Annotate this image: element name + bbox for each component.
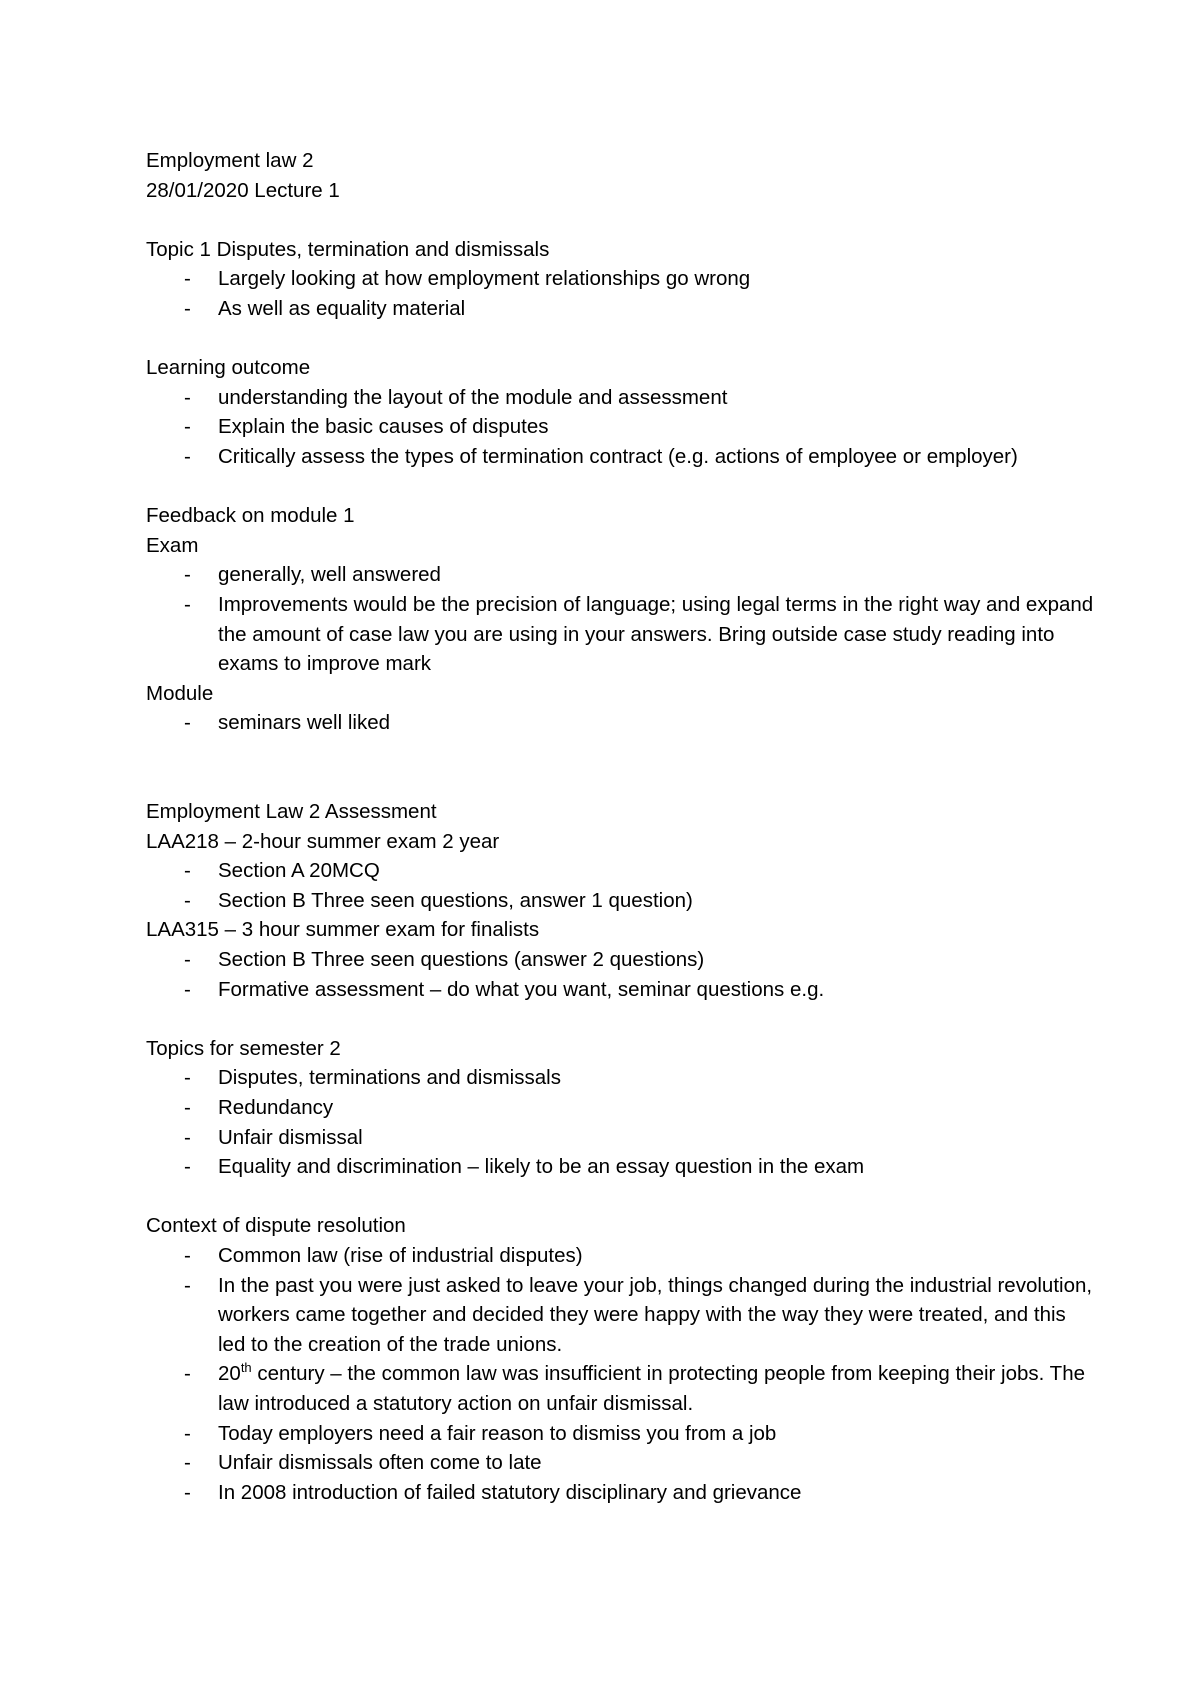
list-item: - Unfair dismissal (146, 1123, 1118, 1153)
module-heading: Module (146, 681, 214, 705)
list-item: - Largely looking at how employment relationships go wrong (146, 264, 1118, 294)
list-item: - Unfair dismissals often come to late (146, 1448, 1118, 1478)
list-item: - Today employers need a fair reason to dismiss you from a job (146, 1419, 1118, 1449)
document-title: Employment law 2 (146, 149, 314, 172)
context-heading: Context of dispute resolution (146, 1214, 406, 1238)
exam-feedback-list (146, 560, 1094, 678)
laa315-list (146, 945, 1086, 1004)
learning-outcome-list (146, 383, 1086, 472)
list-item: - understanding the layout of the module and assessment (146, 383, 1118, 413)
list-item: - Disputes, terminations and dismissals (146, 1063, 1118, 1093)
list-item: - Explain the basic causes of disputes (146, 412, 1118, 442)
list-item: - As well as equality material (146, 294, 1118, 324)
list-item: - seminars well liked (146, 708, 1118, 738)
topics-list (146, 1063, 1086, 1181)
list-item: - Section B Three seen questions (answer 2 questions) (146, 945, 1118, 975)
topics-heading: Topics for semester 2 (146, 1036, 341, 1060)
list-item: - Redundancy (146, 1093, 1118, 1123)
learning-outcome-heading: Learning outcome (146, 356, 311, 380)
list-item: - Section A 20MCQ (146, 856, 1118, 886)
ordinal-suffix: th (240, 1360, 252, 1376)
assessment-heading: Employment Law 2 Assessment (146, 800, 437, 824)
module-feedback-list (146, 708, 1086, 738)
list-item: - Section B Three seen questions, answer 1 question) (146, 886, 1118, 916)
list-item (146, 1359, 1098, 1418)
list-item: - Common law (rise of industrial disputes) (146, 1241, 1118, 1271)
list-item: - In 2008 introduction of failed statutory disciplinary and grievance (146, 1478, 1118, 1508)
context-list (146, 1241, 1093, 1507)
list-item: - Equality and discrimination – likely to be an essay question in the exam (146, 1152, 1118, 1182)
list-item: - Formative assessment – do what you want, seminar questions e.g. (146, 975, 1118, 1005)
century-text: century – the common law was insufficient in protecting people from keeping their jobs. The law introduced a statutory action on unfair dismissal. (218, 1362, 1086, 1415)
list-item: - In the past you were just asked to leave your job, things changed during the industrial revolution, workers came together and decided they were happy with the way they were treated, and this led to the creation of the trade unions. (146, 1271, 1098, 1360)
feedback-heading: Feedback on module 1 (146, 504, 355, 528)
topic1-list (146, 264, 1086, 323)
laa218-list (146, 856, 1086, 915)
list-item: - generally, well answered (146, 560, 1118, 590)
century-number: 20 (218, 1362, 241, 1386)
laa218-line: LAA218 – 2-hour summer exam 2 year (146, 829, 500, 853)
lecture-date: 28/01/2020 Lecture 1 (146, 178, 340, 202)
exam-heading: Exam (146, 533, 199, 557)
list-item: - Critically assess the types of termination contract (e.g. actions of employee or employer) (146, 442, 1098, 472)
list-item: - Improvements would be the precision of language; using legal terms in the right way and expand the amount of case law you are using in your answers. Bring outside case study reading into exams to improve mark (146, 590, 1108, 679)
laa315-line: LAA315 – 3 hour summer exam for finalists (146, 918, 540, 942)
document-page (146, 146, 1094, 1507)
topic1-heading: Topic 1 Disputes, termination and dismissals (146, 237, 550, 261)
